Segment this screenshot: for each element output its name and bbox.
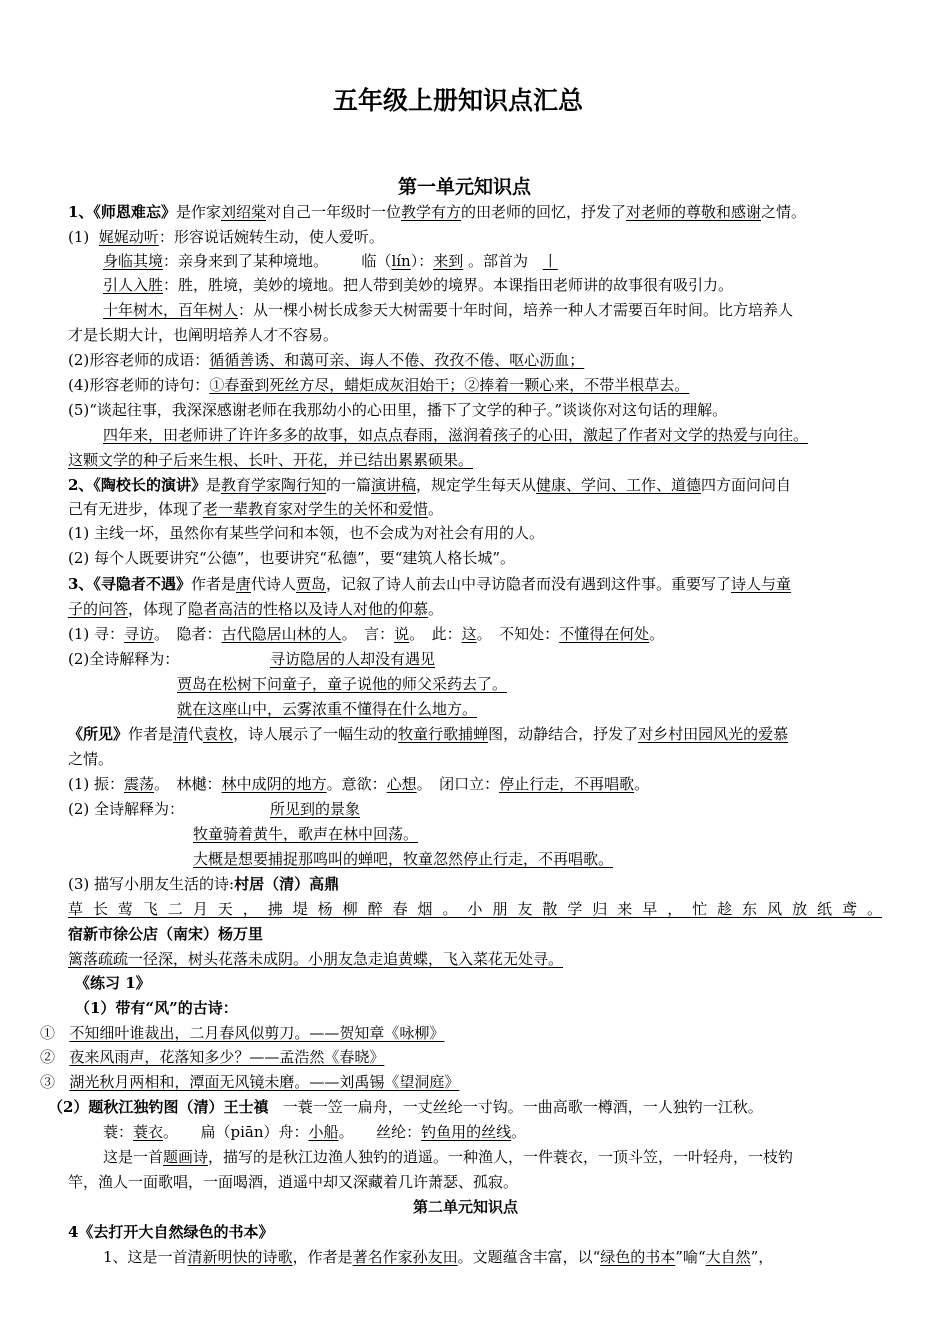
poem-suojian-translation-3: 大概是想要捕捉那鸣叫的蝉吧，牧童忽然停止行走，不再唱歌。 [193,850,614,868]
poem-suojian-intro-cont: 之情。 [68,750,114,768]
document-title: 五年级上册知识点汇总 [333,86,584,115]
vocab-line-1: (1) 娓娓动听：形容说话婉转生动，使人爱听。 [68,228,384,246]
teacher-poems: (4)形容老师的诗句：①春蚕到死丝方尽，蜡炬成灰泪始干；②捧着一颗心来，不带半根草去。 [68,376,690,394]
answer-5-line-1: 四年来，田老师讲了许许多多的故事，如点点春雨，滋润着孩子的心田，激起了作者对文学的热爱与向往。 [103,426,809,444]
lesson-3-vocab: (1) 寻：寻访。 隐者：古代隐居山林的人。 言：说。 此：这。 不知处：不懂得在何处。 [68,625,665,643]
poem-suojian-translation-2: 牧童骑着黄牛，歌声在林中回荡。 [193,825,419,843]
lesson-3-translation-1: 寻访隐居的人却没有遇见 [270,650,436,668]
lesson-3-translation-3: 就在这座山中，云雾浓重不懂得在什么地方。 [177,700,478,718]
lesson-4-intro: 1、这是一首清新明快的诗歌，作者是著名作家孙友田。文题蕴含丰富，以“绿色的书本”喻“大自然”， [103,1248,774,1266]
lesson-2-point-2: (2) 每个人既要讲究“公德”，也要讲究“私德”，要“建筑人格长城”。 [68,549,516,567]
poem-xinshi-text: 篱落疏疏一径深，树头花落未成阴。小朋友急走追黄蝶，飞入菜花无处寻。 [68,950,564,968]
lesson-1-intro: 1、《师恩难忘》是作家刘绍棠对自己一年级时一位教学有方的田老师的回忆，抒发了对老师的尊敬和感谢之情。 [68,203,807,221]
lesson-2-intro: 2、《陶校长的演讲》是教育学家陶行知的一篇演讲稿，规定学生每天从健康、学问、工作、道德四方面问问自 [68,476,792,494]
poem-tiqiujiang-explain-cont: 竿，渔人一面歌唱，一面喝酒，逍遥中却又深藏着几许萧瑟、孤寂。 [68,1173,519,1191]
wind-poems-heading: （1）带有“风”的古诗： [75,999,238,1017]
teacher-idioms: (2)形容老师的成语：循循善诱、和蔼可亲、诲人不倦、孜孜不倦、呕心沥血； [68,351,585,369]
poem-tiqiujiang-vocab: 蓑：蓑衣。 扁（piān）舟：小船。 丝纶：钓鱼用的丝线。 [103,1123,527,1141]
vocab-line-2: 身临其境：亲身来到了某种境地。 临（lín）：来到 。部首为 丨 [103,252,558,270]
lesson-3-translation-label: (2)全诗解释为： [68,650,180,668]
vocab-line-4: 十年树木，百年树人：从一棵小树长成参天大树需要十年时间，培养一种人才需要百年时间。比方培养人 [103,301,794,319]
lesson-2-intro-cont: 己有无进步，体现了老一辈教育家对学生的关怀和爱惜。 [68,500,444,518]
poem-suojian-translation-label: (2) 全诗解释为： [68,800,185,818]
unit-1-heading: 第一单元知识点 [398,176,532,198]
wind-poem-3: ③ 湖光秋月两相和，潭面无风镜未磨。——刘禹锡《望洞庭》 [40,1073,460,1091]
question-5: (5)“谈起往事，我深深感谢老师在我那幼小的心田里，播下了文学的种子。”谈谈你对这句话的理解。 [68,401,728,419]
lesson-4-title: 4《去打开大自然绿色的书本》 [68,1223,274,1241]
poem-tiqiujiang-explain: 这是一首题画诗，描写的是秋江边渔人独钓的逍遥。一种渔人，一件蓑衣，一顶斗笠，一叶轻舟，一枝钓 [103,1148,794,1166]
poem-cunju-text: 草长莺飞二月天，拂堤杨柳醉春烟。小朋友散学归来早，忙趁东风放纸鸢。 [68,900,882,918]
lesson-3-translation-2: 贾岛在松树下问童子，童子说他的师父采药去了。 [177,675,508,693]
wind-poem-1: ① 不知细叶谁裁出，二月春风似剪刀。——贺知章《咏柳》 [40,1024,445,1042]
lesson-3-intro: 3、《寻隐者不遇》作者是唐代诗人贾岛，记叙了诗人前去山中寻访隐者而没有遇到这件事。重要写了诗人与童 [68,575,792,593]
poem-suojian-vocab: (1) 振：震荡。 林樾：林中成阴的地方。意欲：心想。 闭口立：停止行走，不再唱歌。 [68,775,650,793]
poem-suojian-translation-1: 所见到的景象 [270,800,361,818]
vocab-line-5: 才是长期大计，也阐明培养人才不容易。 [68,326,339,344]
lesson-3-intro-cont: 子的问答，体现了隐者高洁的性格以及诗人对他的仰慕。 [68,600,444,618]
vocab-line-3: 引人入胜：胜，胜境，美妙的境地。把人带到美妙的境界。本课指田老师讲的故事很有吸引力。 [103,276,734,294]
poem-xinshi-title: 宿新市徐公店（南宋）杨万里 [68,925,264,943]
poem-suojian-intro: 《所见》作者是清代袁枚，诗人展示了一幅生动的牧童行歌捕蝉图，动静结合，抒发了对乡村田园风光的爱慕 [68,725,789,743]
poem-tiqiujiang: （2）题秋江独钓图（清）王士禛 一蓑一笠一扁舟，一丈丝纶一寸钩。一曲高歌一樽酒，一人独钓一江秋。 [48,1098,763,1116]
answer-5-line-2: 这颗文学的种子后来生根、长叶、开花，并已结出累累硕果。 [68,451,474,469]
children-poem-label: (3) 描写小朋友生活的诗:村居（清）高鼎 [68,875,340,893]
wind-poem-2: ② 夜来风雨声，花落知多少？——孟浩然《春晓》 [40,1048,385,1066]
lesson-2-point-1: (1) 主线一坏，虽然你有某些学问和本领，也不会成为对社会有用的人。 [68,524,545,542]
exercise-1-heading: 《练习 1》 [75,974,151,992]
unit-2-heading: 第二单元知识点 [413,1198,519,1216]
